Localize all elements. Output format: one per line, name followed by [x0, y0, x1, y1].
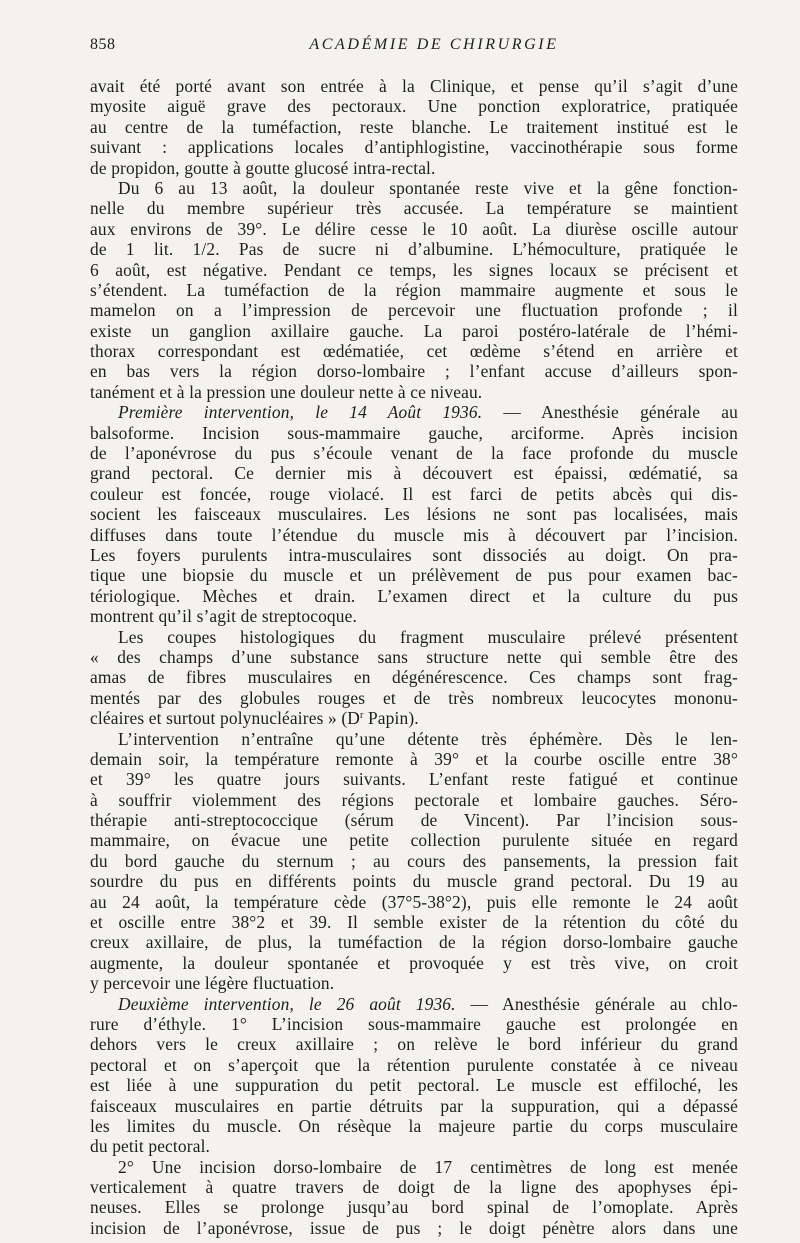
text-line: augmente, la douleur spontanée et provoquée y est très vive, on croit	[90, 952, 738, 973]
text-line: pectoral et on s’aperçoit que la rétention purulente constatée à ce niveau	[90, 1054, 738, 1075]
text-line: de propidon, goutte à goutte glucosé intra-rectal.	[90, 157, 436, 178]
text-line: demain soir, la température remonte à 39° et la courbe oscille entre 38°	[90, 748, 738, 769]
text-line: amas de fibres musculaires en dégénérescence. Ces champs sont frag-	[90, 667, 738, 688]
text-line: diffuses dans toute l’étendue du muscle mis à découvert par l’incision.	[90, 524, 738, 545]
text-fragment: — Anesthésie générale au chlo-	[470, 993, 738, 1014]
text-line: Les foyers purulents intra-musculaires sont dissociés au doigt. On pra-	[90, 544, 738, 565]
text-line: Les coupes histologiques du fragment musculaire prélevé présentent	[118, 626, 738, 647]
text-line: faisceaux musculaires en partie détruits par la suppuration, qui a dépassé	[90, 1095, 738, 1116]
text-line: est liée à une suppuration du petit pectoral. Le muscle est effiloché, les	[90, 1075, 738, 1096]
text-line: 2° Une incision dorso-lombaire de 17 centimètres de long est menée	[118, 1156, 738, 1177]
body-text	[90, 76, 738, 1238]
text-line: L’intervention n’entraîne qu’une détente très éphémère. Dès le len-	[118, 728, 738, 749]
text-line: avait été porté avant son entrée à la Clinique, et pense qu’il s’agit d’une	[90, 76, 738, 96]
text-line	[90, 708, 738, 728]
text-line: dehors vers le creux axillaire ; on relève le bord inférieur du grand	[90, 1034, 738, 1055]
text-line: grand pectoral. Ce dernier mis à découvert est épaissi, œdématié, sa	[90, 463, 738, 484]
text-line: existe un ganglion axillaire gauche. La paroi postéro-latérale de l’hémi-	[90, 320, 738, 341]
text-line: du petit pectoral.	[90, 1136, 211, 1157]
running-title: ACADÉMIE DE CHIRURGIE	[309, 36, 559, 53]
text-line: les limites du muscle. On résèque la majeure partie du corps musculaire	[90, 1115, 738, 1136]
page-header	[90, 36, 738, 60]
text-line: verticalement à quatre travers de doigt de la ligne des apophyses épi-	[90, 1177, 738, 1198]
text-line: montrent qu’il s’agit de streptocoque.	[90, 606, 357, 627]
text-line: et 39° les quatre jours suivants. L’enfant reste fatigué et continue	[90, 769, 738, 790]
text-line: aux environs de 39°. Le délire cesse le 10 août. La diurèse oscille autour	[90, 218, 738, 239]
text-line: tanément et à la pression une douleur nette à ce niveau.	[90, 381, 483, 402]
text-line	[90, 994, 738, 1014]
text-line: y percevoir une légère fluctuation.	[90, 973, 335, 994]
text-line: tique une biopsie du muscle et un prélèvement de pus pour examen bac-	[90, 565, 738, 586]
text-line: incision de l’aponévrose, issue de pus ; le doigt pénètre alors dans une	[90, 1217, 738, 1238]
text-fragment: cléaires et surtout polynucléaires » (D	[90, 708, 360, 729]
text-line: thérapie anti-streptococcique (sérum de Vincent). Par l’incision sous-	[90, 810, 738, 831]
text-line: au 24 août, la température cède (37°5-38°2), puis elle remonte le 24 août	[90, 891, 738, 912]
text-line: creux axillaire, de plus, la tuméfaction de la région dorso-lombaire gauche	[90, 932, 738, 953]
text-line: sourdre du pus en différents points du muscle grand pectoral. Du 19 au	[90, 871, 738, 892]
text-line: balsoforme. Incision sous-mammaire gauche, arciforme. Après incision	[90, 422, 738, 443]
text-line: couleur est foncée, rouge violacé. Il est farci de petits abcès qui dis-	[90, 483, 738, 504]
text-line: s’étendent. La tuméfaction de la région mammaire augmente et sous le	[90, 279, 738, 300]
text-line: du bord gauche du sternum ; au cours des pansements, la pression fait	[90, 850, 738, 871]
text-line: en bas vers la région dorso-lombaire ; l’enfant accuse d’ailleurs spon-	[90, 361, 738, 382]
text-line: et oscille entre 38°2 et 39. Il semble exister de la rétention du côté du	[90, 912, 738, 933]
text-line: mentés par des globules rouges et de très nombreux leucocytes mononu-	[90, 687, 738, 708]
page-number: 858	[90, 36, 116, 53]
text-line: socient les faisceaux musculaires. Les lésions ne sont pas localisées, mais	[90, 504, 738, 525]
text-line: Du 6 au 13 août, la douleur spontanée reste vive et la gêne fonction-	[118, 177, 738, 198]
text-line: myosite aiguë grave des pectoraux. Une ponction exploratrice, pratiquée	[90, 96, 738, 117]
text-line: « des champs d’une substance sans structure nette qui semble être des	[90, 646, 738, 667]
text-line: mamelon on a l’impression de percevoir une fluctuation profonde ; il	[90, 300, 738, 321]
text-line: à souffrir violemment des régions pectorale et lombaire gauches. Séro-	[90, 789, 738, 810]
text-line: de l’aponévrose du pus s’écoule venant de la face profonde du muscle	[90, 443, 738, 464]
text-line: 6 août, est négative. Pendant ce temps, les signes locaux se précisent et	[90, 259, 738, 280]
text-line: mammaire, on évacue une petite collection purulente située en regard	[90, 830, 738, 851]
text-fragment: — Anesthésie générale au	[503, 402, 739, 423]
text-line: rure d’éthyle. 1° L’incision sous-mammaire gauche est prolongée en	[90, 1013, 738, 1034]
text-line: thorax correspondant est œdématiée, cet œdème s’étend en arrière et	[90, 341, 738, 362]
text-line: suivant : applications locales d’antiphlogistine, vaccinothérapie sous forme	[90, 137, 738, 158]
text-line	[90, 402, 738, 422]
second-intervention-heading: Deuxième intervention, le 26 août 1936.	[118, 993, 456, 1014]
text-line: neuses. Elles se prolonge jusqu’au bord spinal de l’omoplate. Après	[90, 1197, 738, 1218]
text-line: nelle du membre supérieur très accusée. La température se maintient	[90, 198, 738, 219]
text-line: au centre de la tuméfaction, reste blanche. Le traitement institué est le	[90, 116, 738, 137]
first-intervention-heading: Première intervention, le 14 Août 1936.	[118, 402, 483, 423]
text-line: de 1 lit. 1/2. Pas de sucre ni d’albumine. L’hémoculture, pratiquée le	[90, 239, 738, 260]
superscript: r	[360, 710, 364, 722]
text-fragment: Papin).	[363, 708, 419, 729]
text-line: tériologique. Mèches et drain. L’examen direct et la culture du pus	[90, 585, 738, 606]
